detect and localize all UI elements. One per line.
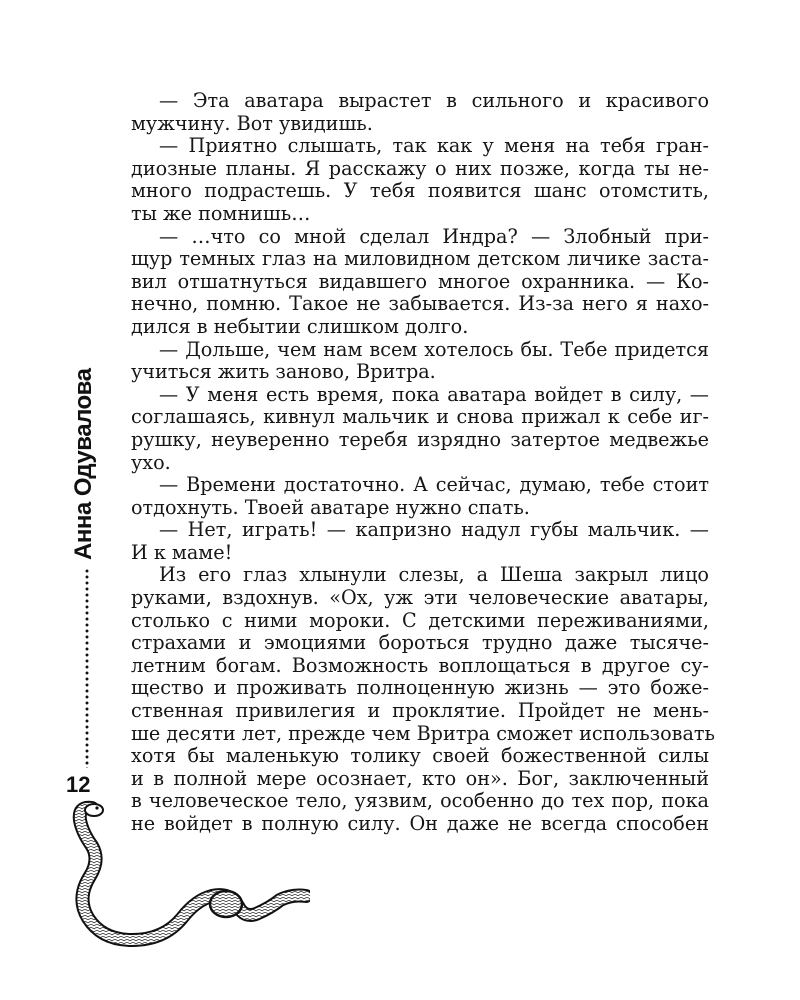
text-line: хотя бы маленькую толику своей божественной силы [131, 744, 709, 768]
paragraph [131, 135, 709, 225]
text-line: и в полной мере осознает, кто он». Бог, заключенный [131, 766, 709, 790]
text-line: Из его глаз хлынули слезы, а Шеша закрыл лицо [159, 563, 709, 587]
text-line: — Времени достаточно. А сейчас, думаю, тебе стоит [159, 473, 709, 497]
text-line: мужчину. Вот увидишь. [131, 111, 373, 135]
text-line: ухо. [131, 450, 171, 474]
text-line: щество и проживать полноценную жизнь — это боже- [131, 676, 709, 700]
paragraph [131, 90, 709, 135]
paragraph [131, 474, 709, 519]
text-line: — Приятно слышать, так как у меня на тебя гран- [159, 134, 709, 158]
running-head-author: Анна Одувалова [70, 368, 97, 560]
snake-ornament-icon [70, 800, 310, 950]
text-line: ственная привилегия и проклятие. Пройдет не мень- [131, 699, 709, 723]
text-line: — Эта аватара вырастет в сильного и красивого [159, 89, 709, 112]
text-line: страхами и эмоциями бороться трудно даже тысяче- [131, 631, 709, 655]
page-number: 12 [66, 772, 91, 797]
text-line: много подрастешь. У тебя появится шанс отомстить, [131, 179, 709, 203]
text-line: И к маме! [131, 540, 233, 564]
text-line: щур темных глаз на миловидном детском личике заста- [131, 247, 709, 271]
text-line: рушку, неуверенно теребя изрядно затертое медвежье [131, 427, 709, 451]
text-line: — У меня есть время, пока аватара войдет в силу, — [159, 382, 709, 406]
paragraph [131, 384, 709, 474]
text-line: ше десяти лет, прежде чем Вритра сможет использовать [131, 721, 715, 745]
text-line: диозные планы. Я расскажу о них позже, когда ты не- [131, 156, 709, 180]
paragraph [131, 226, 709, 339]
text-line: — …что со мной сделал Индра? — Злобный при- [159, 224, 709, 248]
text-line: не войдет в полную силу. Он даже не всегда способен [131, 812, 709, 835]
text-line: руками, вздохнув. «Ох, уж эти человеческие аватары, [131, 586, 709, 610]
text-line: отдохнуть. Твоей аватаре нужно спать. [131, 495, 530, 519]
text-line: в человеческое тело, уязвим, особенно до тех пор, пока [131, 789, 709, 813]
text-line: — Нет, играть! — капризно надул губы мальчик. — [159, 518, 709, 542]
text-line: учиться жить заново, Вритра. [131, 360, 436, 384]
text-line: — Дольше, чем нам всем хотелось бы. Тебе придется [159, 337, 709, 361]
text-line: вил отшатнуться видавшего многое охранника. — Ко- [131, 269, 709, 293]
text-line: нечно, помню. Такое не забывается. Из-за него я нахо- [131, 292, 709, 316]
text-line: летним богам. Возможность воплощаться в другое су- [131, 653, 709, 677]
text-line: ты же помнишь… [131, 201, 311, 225]
text-line: столько с ними мороки. С детскими переживаниями, [131, 608, 709, 632]
text-line: соглашаясь, кивнул мальчик и снова прижал к себе иг- [131, 405, 709, 429]
dotted-leader [84, 568, 90, 768]
body-text [131, 89, 715, 836]
paragraph [131, 563, 715, 835]
paragraph [131, 339, 709, 384]
paragraph [131, 519, 709, 564]
text-line: дился в небытии слишком долго. [131, 314, 469, 338]
